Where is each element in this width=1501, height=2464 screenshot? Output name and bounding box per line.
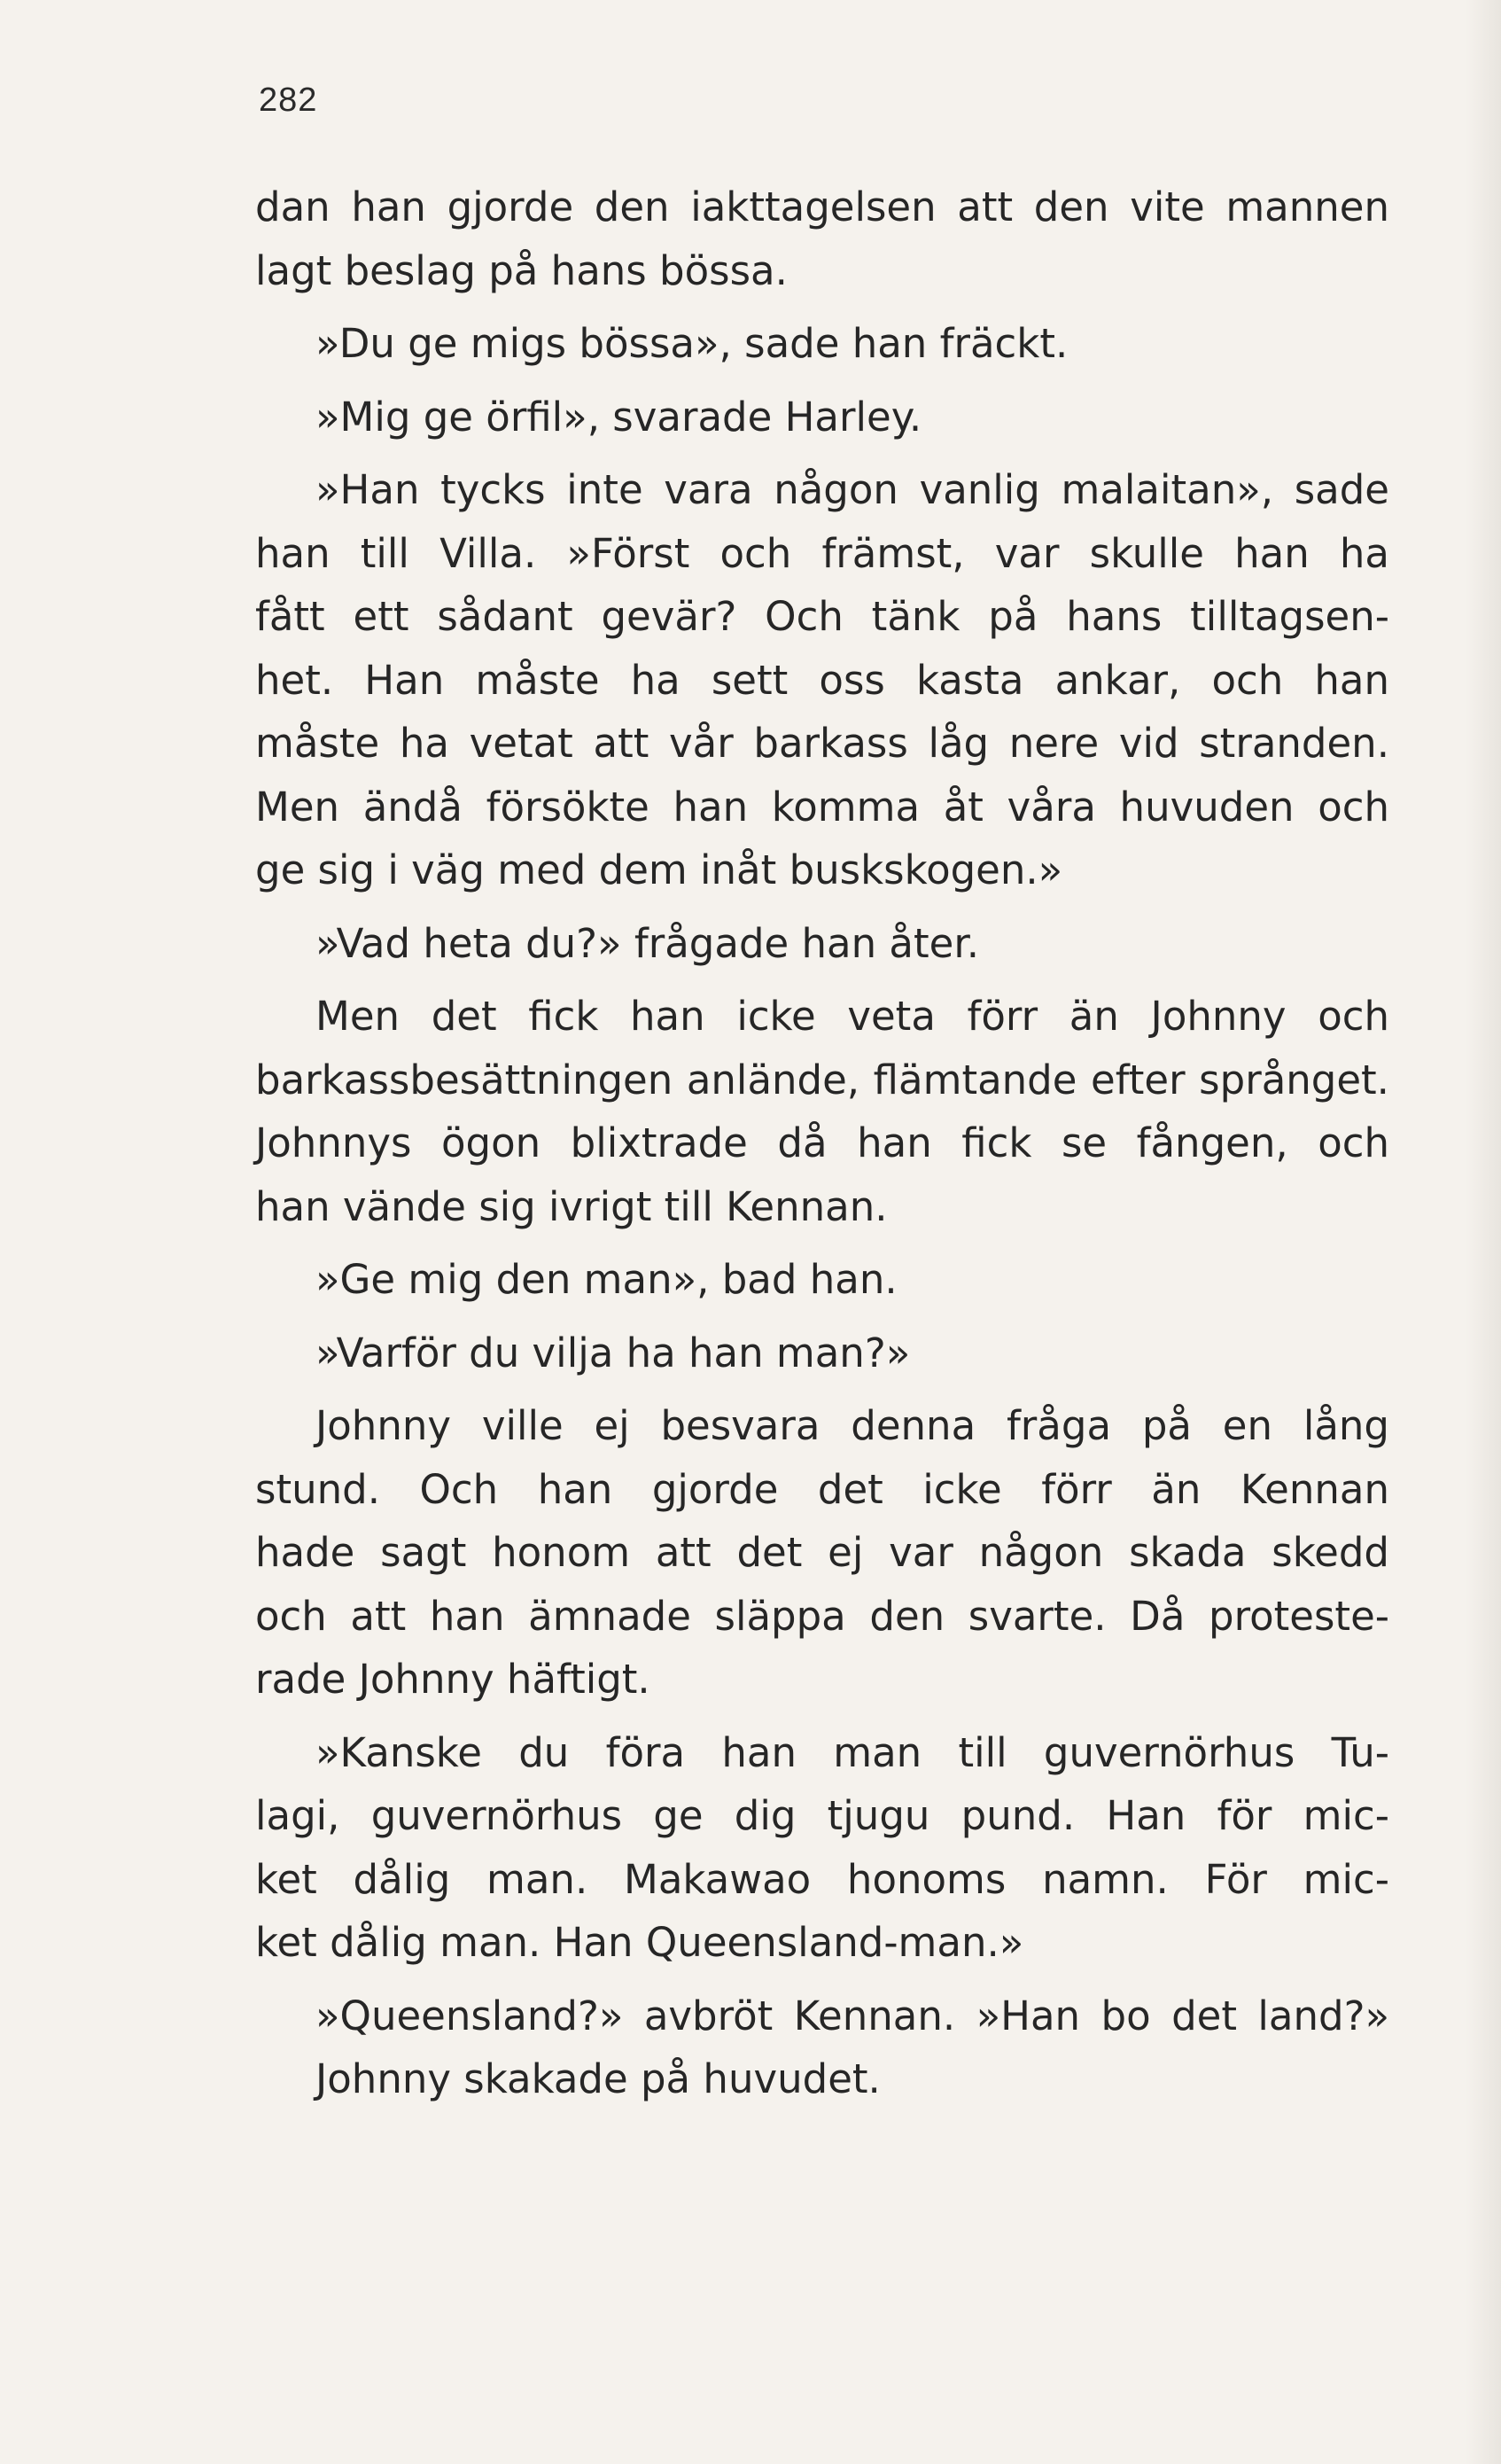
text-line: »Vad heta du?» frågade han åter. [315, 919, 980, 967]
text-line: fått ett sådant gevär? Och tänk på hans tilltagsen- [255, 593, 1389, 640]
text-line: het. Han måste ha sett oss kasta ankar, och han [255, 656, 1389, 704]
text-line: Men det fick han icke veta förr än Johnny och [315, 993, 1389, 1040]
text-line: han vände sig ivrigt till Kennan. [255, 1182, 888, 1230]
text-line: måste ha vetat att vår barkass låg nere vid stranden. [255, 720, 1389, 767]
text-line: Johnny ville ej besvara denna fråga på en lång [315, 1402, 1389, 1449]
text-line: rade Johnny häftigt. [255, 1656, 650, 1703]
page-edge-shadow [1466, 0, 1501, 2464]
text-line: han till Villa. »Först och främst, var skulle han ha [255, 529, 1389, 577]
text-line: ge sig i väg med dem inåt buskskogen.» [255, 846, 1063, 893]
text-line: stund. Och han gjorde det icke förr än Kennan [255, 1465, 1389, 1513]
text-line: »Varför du vilja ha han man?» [315, 1329, 911, 1376]
text-line: »Ge mig den man», bad han. [315, 1256, 898, 1303]
text-line: ket dålig man. Makawao honoms namn. För mic- [255, 1855, 1389, 1903]
text-line: lagt beslag på hans bössa. [255, 246, 788, 294]
text-line: dan han gjorde den iakttagelsen att den vite mannen [255, 183, 1389, 230]
text-line: Johnnys ögon blixtrade då han fick se fången, och [255, 1119, 1389, 1166]
text-line: »Han tycks inte vara någon vanlig malaitan», sade [315, 466, 1389, 513]
text-line: ket dålig man. Han Queensland-man.» [255, 1919, 1024, 1966]
text-line: hade sagt honom att det ej var någon skada skedd [255, 1529, 1389, 1576]
text-line: »Kanske du föra han man till guvernörhus Tu- [315, 1728, 1389, 1776]
page-number: 282 [259, 82, 318, 119]
text-line: »Du ge migs bössa», sade han fräckt. [315, 320, 1069, 367]
text-line: »Mig ge örfil», svarade Harley. [315, 393, 922, 441]
text-line: Johnny skakade på huvudet. [315, 2055, 881, 2102]
text-line: lagi, guvernörhus ge dig tjugu pund. Han för mic- [255, 1792, 1389, 1839]
text-line: »Queensland?» avbröt Kennan. »Han bo det land?» [315, 1992, 1389, 2039]
text-line: Men ändå försökte han komma åt våra huvuden och [255, 783, 1389, 830]
text-line: barkassbesättningen anlände, flämtande efter språnget. [255, 1056, 1389, 1103]
body-text [255, 175, 1389, 2111]
text-line: och att han ämnade släppa den svarte. Då proteste- [255, 1592, 1389, 1640]
